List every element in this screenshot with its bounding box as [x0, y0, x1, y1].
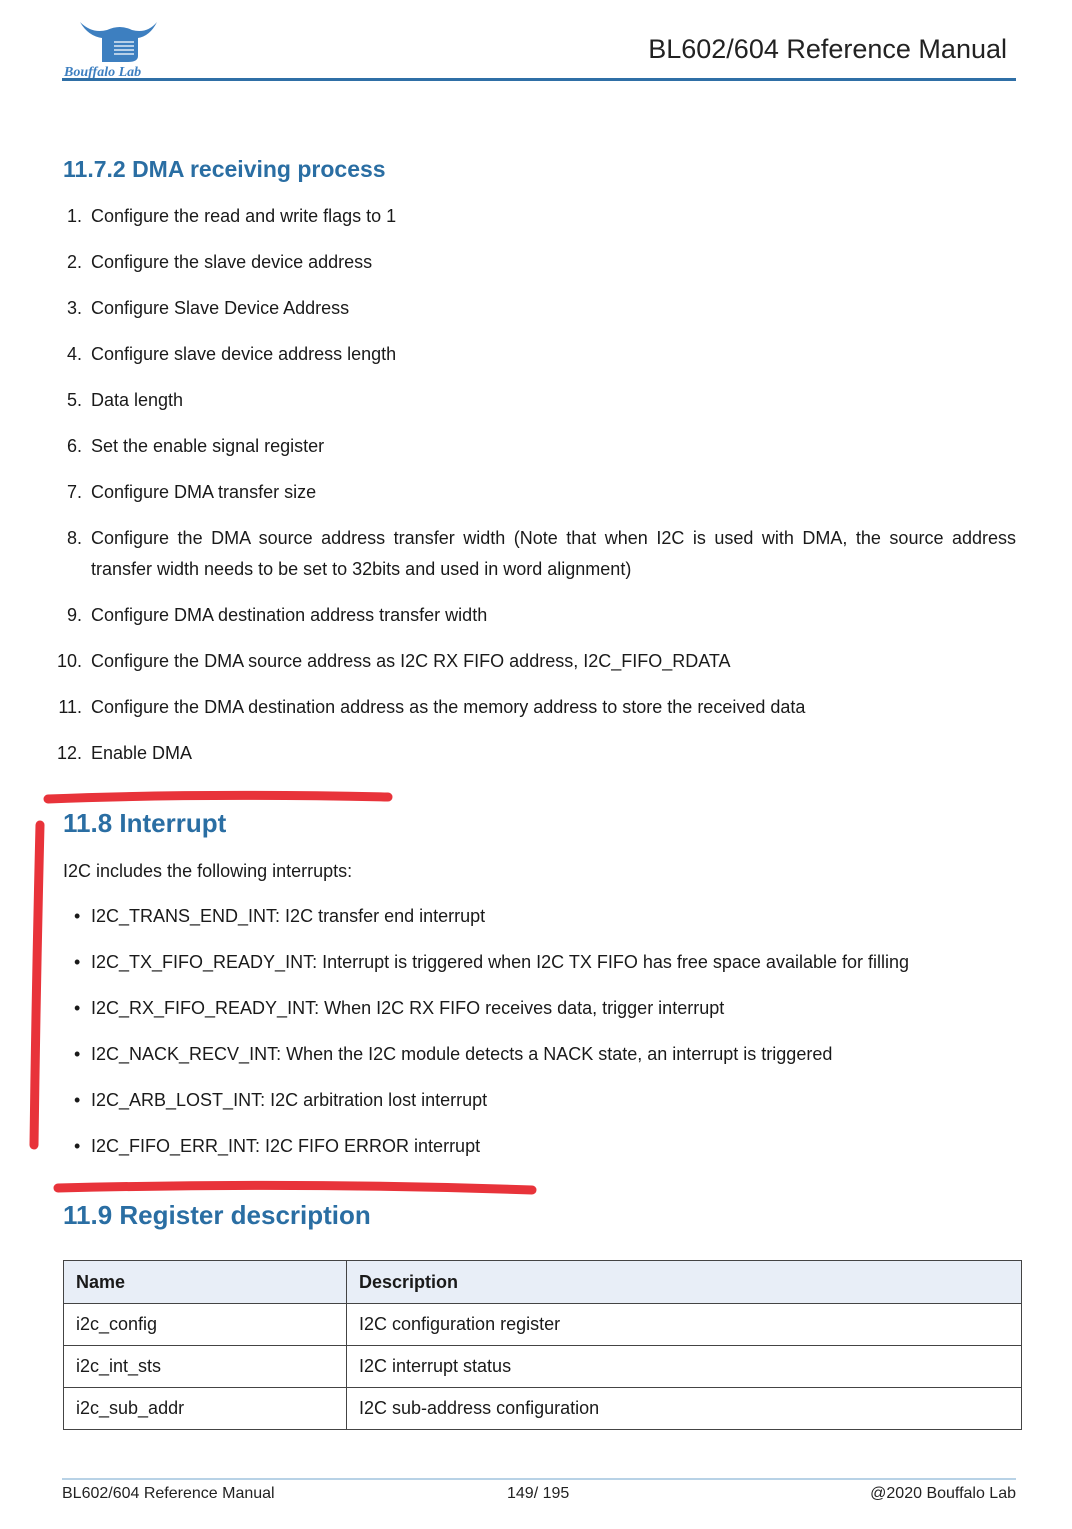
column-header-description: Description [347, 1261, 1022, 1304]
document-title: BL602/604 Reference Manual [648, 34, 1007, 64]
register-name: i2c_config [64, 1304, 347, 1346]
interrupt-intro: I2C includes the following interrupts: [63, 861, 353, 881]
bullet-icon: • [74, 1090, 81, 1110]
table-header-row [64, 1261, 1022, 1304]
list-item [0, 993, 909, 1024]
item-number: 4. [66, 344, 82, 364]
item-number: 1. [66, 206, 82, 226]
item-text: Configure the DMA source address transfer width (Note that when I2C is used with DMA, the source address transfer width needs to be set to 32bits and used in word alignment) [91, 528, 1016, 579]
item-text: Set the enable signal register [91, 436, 325, 456]
bullet-icon: • [74, 952, 81, 972]
list-item [0, 431, 1016, 462]
list-item [0, 1131, 909, 1162]
table-row [64, 1388, 1022, 1430]
header-rule [62, 78, 1016, 81]
list-item [0, 692, 1016, 723]
item-text: Data length [91, 390, 184, 410]
bullet-icon: • [74, 1044, 81, 1064]
item-text: Enable DMA [91, 743, 193, 763]
dma-steps-list [0, 201, 1016, 784]
item-number: 12. [56, 743, 82, 763]
register-description: I2C configuration register [347, 1304, 1022, 1346]
list-item [0, 201, 1016, 232]
item-text: I2C_TX_FIFO_READY_INT: Interrupt is triggered when I2C TX FIFO has free space available for filling [91, 952, 910, 972]
item-number: 2. [66, 252, 82, 272]
list-item [0, 738, 1016, 769]
list-item [0, 1085, 909, 1116]
list-item [0, 247, 1016, 278]
item-number: 8. [66, 528, 82, 548]
register-name: i2c_int_sts [64, 1346, 347, 1388]
list-item [0, 523, 1016, 585]
heading-dma-receiving: 11.7.2 DMA receiving process [63, 156, 386, 182]
item-text: Configure Slave Device Address [91, 298, 350, 318]
item-text: I2C_RX_FIFO_READY_INT: When I2C RX FIFO receives data, trigger interrupt [91, 998, 725, 1018]
list-item [0, 1039, 909, 1070]
bullet-icon: • [74, 906, 81, 926]
item-text: Configure the read and write flags to 1 [91, 206, 397, 226]
item-text: Configure slave device address length [91, 344, 397, 364]
list-item [0, 600, 1016, 631]
item-text: Configure the DMA source address as I2C RX FIFO address, I2C_FIFO_RDATA [91, 651, 731, 671]
annotation-line-bottom [58, 1185, 532, 1190]
item-number: 9. [66, 605, 82, 625]
list-item [0, 477, 1016, 508]
item-text: Configure the slave device address [91, 252, 373, 272]
footer-rule [62, 1478, 1016, 1480]
item-text: Configure DMA transfer size [91, 482, 317, 502]
item-text: I2C_TRANS_END_INT: I2C transfer end interrupt [91, 906, 486, 926]
item-text: Configure DMA destination address transfer width [91, 605, 488, 625]
item-text: I2C_ARB_LOST_INT: I2C arbitration lost interrupt [91, 1090, 488, 1110]
bullet-icon: • [74, 998, 81, 1018]
item-text: I2C_NACK_RECV_INT: When the I2C module detects a NACK state, an interrupt is triggered [91, 1044, 833, 1064]
bouffalo-lab-logo [62, 12, 177, 78]
footer-manual-name: BL602/604 Reference Manual [62, 1485, 275, 1502]
list-item [0, 646, 1016, 677]
register-description: I2C interrupt status [347, 1346, 1022, 1388]
item-number: 7. [66, 482, 82, 502]
item-text: I2C_FIFO_ERR_INT: I2C FIFO ERROR interrupt [91, 1136, 481, 1156]
page-number: 149/ 195 [507, 1485, 570, 1502]
list-item [0, 293, 1016, 324]
item-number: 11. [58, 697, 82, 717]
table-row [64, 1346, 1022, 1388]
item-number: 3. [66, 298, 82, 318]
item-number: 6. [66, 436, 82, 456]
column-header-name: Name [64, 1261, 347, 1304]
list-item [0, 947, 909, 978]
interrupt-list [0, 901, 909, 1177]
register-table [63, 1260, 1022, 1430]
item-text: Configure the DMA destination address as the memory address to store the received data [91, 697, 806, 717]
footer-copyright: @2020 Bouffalo Lab [870, 1485, 1016, 1502]
svg-text:Bouffalo Lab: Bouffalo Lab [64, 65, 142, 78]
list-item [0, 901, 909, 932]
heading-interrupt: 11.8 Interrupt [63, 808, 227, 838]
heading-register-description: 11.9 Register description [63, 1200, 371, 1230]
list-item [0, 339, 1016, 370]
bullet-icon: • [74, 1136, 81, 1156]
item-number: 10. [56, 651, 82, 671]
list-item [0, 385, 1016, 416]
item-number: 5. [66, 390, 82, 410]
table-row [64, 1304, 1022, 1346]
annotation-line-top [48, 795, 388, 799]
register-name: i2c_sub_addr [64, 1388, 347, 1430]
register-description: I2C sub-address configuration [347, 1388, 1022, 1430]
